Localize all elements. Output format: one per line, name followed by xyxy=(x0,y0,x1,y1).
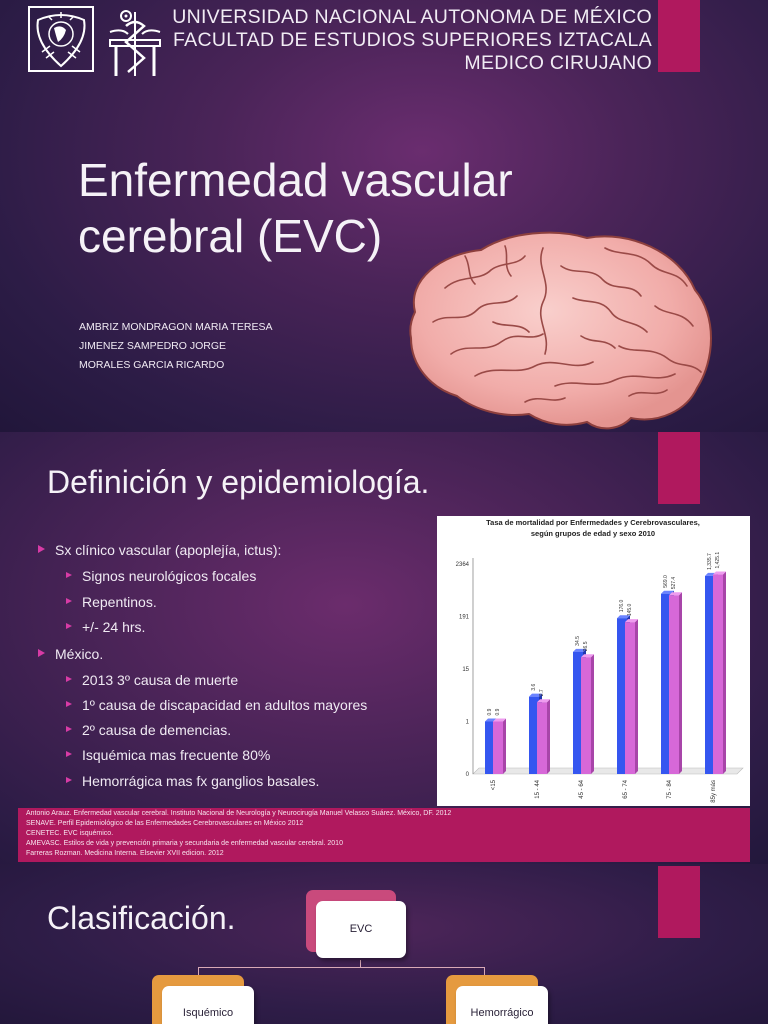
bar xyxy=(581,657,591,774)
definition-slide xyxy=(0,432,768,864)
node-hemorragico: Hemorrágico xyxy=(456,986,548,1024)
y-tick-label: 0 xyxy=(465,772,469,778)
reference-item: Farreras Rozman. Medicina Interna. Elsevier XVII edicion. 2012 xyxy=(26,850,224,857)
y-tick-label: 1 xyxy=(465,719,469,726)
accent-bar xyxy=(658,432,700,504)
classification-slide xyxy=(0,864,768,1024)
bullet-item: 2º causa de demencias. xyxy=(66,722,231,738)
bullet-item: México. xyxy=(38,646,103,662)
node-evc: EVC xyxy=(316,901,406,958)
bar-value-label: 176.0 xyxy=(619,599,625,613)
arrow-bullet-icon xyxy=(66,701,72,707)
arrow-bullet-icon xyxy=(38,649,45,657)
chart-floor xyxy=(473,768,743,774)
bar-value-label: 34.5 xyxy=(575,636,581,646)
bar-value-label: 527.4 xyxy=(671,576,677,590)
arrow-bullet-icon xyxy=(66,572,72,578)
author-name: JIMENEZ SAMPEDRO JORGE xyxy=(79,340,227,352)
bar-side xyxy=(503,719,506,775)
bullet-item: 2013 3º causa de muerte xyxy=(66,672,238,688)
bar xyxy=(537,702,547,774)
accent-bar xyxy=(658,0,700,72)
bar xyxy=(713,575,723,774)
author-name: AMBRIZ MONDRAGON MARIA TERESA xyxy=(79,321,273,333)
chart-title: Tasa de mortalidad por Enfermedades y Cerebrovasculares, xyxy=(486,518,700,527)
x-tick-label: 75 - 84 xyxy=(667,780,673,799)
cover-slide xyxy=(0,0,768,432)
unam-crest-logo xyxy=(28,6,94,72)
bar-value-label: 2.7 xyxy=(539,689,545,697)
connector-line xyxy=(198,967,484,968)
bullet-item: Hemorrágica mas fx ganglios basales. xyxy=(66,773,319,789)
bar-value-label: 1,335.7 xyxy=(707,553,713,570)
slide-title: Clasificación. xyxy=(47,900,236,936)
y-tick-label: 2364 xyxy=(455,562,469,568)
bar-value-label: 26.5 xyxy=(583,641,589,652)
arrow-bullet-icon xyxy=(66,676,72,682)
y-tick-label: 191 xyxy=(458,614,469,621)
reference-item: Antonio Arauz. Enfermedad vascular cerebral. Instituto Nacional de Neurología y Neurocirugía Manuel Velasco Suárez. México, DF. 2012 xyxy=(26,810,452,817)
reference-item: CENETEC. EVC isquémico. xyxy=(26,830,114,837)
node-isquemico: Isquémico xyxy=(162,986,254,1024)
bar xyxy=(669,595,679,774)
y-tick-label: 15 xyxy=(462,667,469,673)
connector-line xyxy=(360,960,361,967)
slide-title: Definición y epidemiología. xyxy=(47,464,430,500)
bar-side xyxy=(635,619,638,774)
brain-illustration xyxy=(405,226,717,432)
author-name: MORALES GARCIA RICARDO xyxy=(79,359,225,371)
bar xyxy=(625,622,635,774)
bar-value-label: 145.0 xyxy=(627,603,633,617)
bar-side xyxy=(723,572,726,774)
arrow-bullet-icon xyxy=(66,777,72,783)
bar-value-label: 3.6 xyxy=(531,683,537,691)
bullet-item: Isquémica mas frecuente 80% xyxy=(66,747,270,763)
bullet-item: 1º causa de discapacidad en adultos mayores xyxy=(66,697,367,713)
title-line-1: Enfermedad vascular xyxy=(78,154,513,206)
accent-bar xyxy=(658,866,700,938)
reference-item: SENAVE. Perfil Epidemiológico de las Enfermedades Cerebrovasculares en México 2012 xyxy=(26,820,304,827)
fes-iztacala-logo xyxy=(102,6,168,78)
references-box xyxy=(18,808,750,862)
arrow-bullet-icon xyxy=(66,623,72,629)
bullet-item: Signos neurológicos focales xyxy=(66,568,256,584)
x-tick-label: 85y más xyxy=(711,780,717,803)
mortality-chart xyxy=(437,516,750,806)
university-name: UNIVERSIDAD NACIONAL AUTONOMA DE MÉXICO xyxy=(172,6,652,28)
bar xyxy=(493,722,503,775)
chart-subtitle: según grupos de edad y sexo 2010 xyxy=(530,529,656,538)
title-line-2: cerebral (EVC) xyxy=(78,210,383,262)
arrow-bullet-icon xyxy=(66,726,72,732)
bar-value-label: 569.0 xyxy=(663,575,669,588)
reference-item: AMEVASC. Estilos de vida y prevención primaria y secundaria de enfermedad vascular cerebral. 2010 xyxy=(26,840,343,847)
bullet-item: Sx clínico vascular (apoplejía, ictus): xyxy=(38,542,281,558)
bullet-item: +/- 24 hrs. xyxy=(66,619,145,635)
arrow-bullet-icon xyxy=(38,545,45,553)
arrow-bullet-icon xyxy=(66,598,72,604)
x-tick-label: 15 - 44 xyxy=(535,780,541,799)
bar-side xyxy=(547,699,550,774)
bar-value-label: 1,425.1 xyxy=(715,551,721,569)
program-name: MEDICO CIRUJANO xyxy=(464,52,652,74)
bar-side xyxy=(591,654,594,774)
author-list xyxy=(79,318,273,375)
bullet-item: Repentinos. xyxy=(66,594,157,610)
bar-value-label: 0.9 xyxy=(487,708,493,716)
x-tick-label: 45 - 64 xyxy=(579,780,585,799)
faculty-name: FACULTAD DE ESTUDIOS SUPERIORES IZTACALA xyxy=(173,29,652,51)
x-tick-label: <15 xyxy=(491,780,497,791)
arrow-bullet-icon xyxy=(66,751,72,757)
bar-value-label: 0.9 xyxy=(495,708,501,716)
bar-side xyxy=(679,592,682,774)
x-tick-label: 65 - 74 xyxy=(623,780,629,799)
mortality-chart-svg xyxy=(437,516,750,806)
